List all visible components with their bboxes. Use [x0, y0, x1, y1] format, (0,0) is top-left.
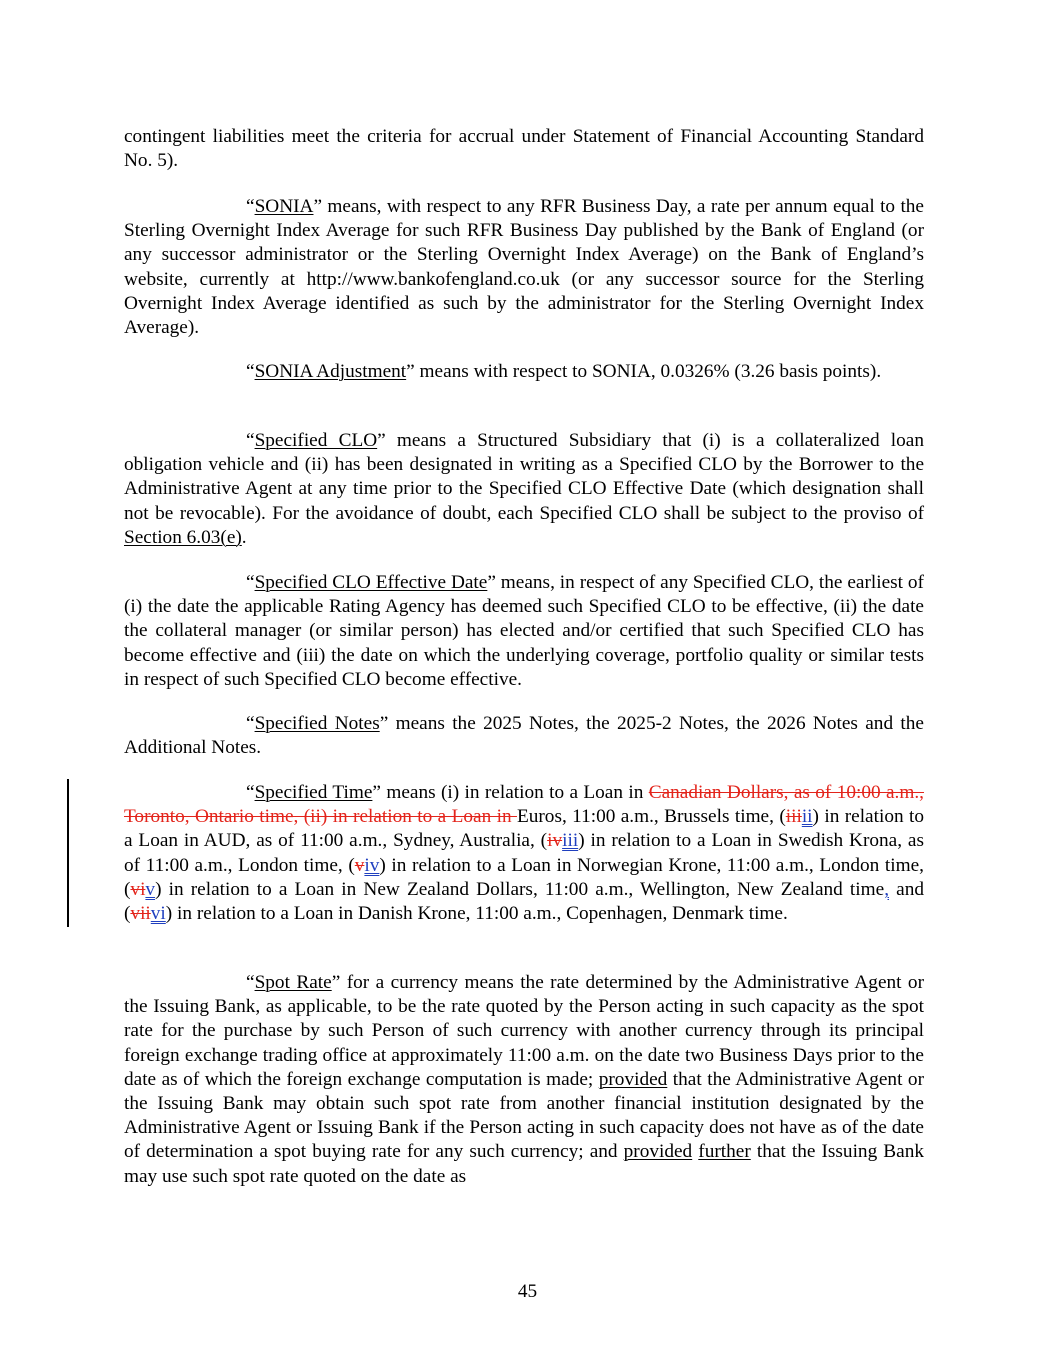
definition-specified-notes: “Specified Notes” means the 2025 Notes, the 2025-2 Notes, the 2026 Notes and the Additional Notes. [124, 713, 924, 759]
paragraph-text: contingent liabilities meet the criteria for accrual under Statement of Financial Accounting Standard No. 5). [124, 126, 924, 172]
defined-term: Specified Time [254, 782, 373, 803]
page-number: 45 [517, 1281, 538, 1302]
defined-term: SONIA [254, 196, 314, 217]
inserted-text: ii [801, 806, 813, 828]
definition-spot-rate: “Spot Rate” for a currency means the rate determined by the Administrative Agent or the Issuing Bank, as applicable, to be the rate quoted by the Person acting in such capacity as the spot rate for the purchase by such Person of such currency with another currency through its principal foreign exchange trading office at approximately 11:00 a.m. on the date two Business Days prior to the date as of which the foreign exchange computation is made; provided that the Administrative Agent or the Issuing Bank may obtain such spot rate from another financial institution designated by the Administrative Agent or Issuing Bank if the Person acting in such capacity does not have as of the date of determination a spot buying rate for any such currency; and provided further that the Issuing Bank may use such spot rate quoted on the date as [124, 972, 924, 1187]
deleted-text: vii [130, 903, 151, 925]
definition-text: means the 2025 Notes, the 2025-2 Notes, the 2026 Notes and the Additional Notes. [124, 713, 924, 759]
definition-specified-time: “Specified Time” means (i) in relation to a Loan in Canadian Dollars, as of 10:00 a.m., Toronto, Ontario time, (ii) in relation to a Loan in Euros, 11:00 a.m., Brussels time, (iiiii) in relation to a Loan in AUD, as of 11:00 a.m., Sydney, Australia, (iviii) in relation to a Loan in Swedish Krona, as of 11:00 a.m., London time, (viv) in relation to a Loan in Norwegian Krone, 11:00 a.m., London time, (viv) in relation to a Loan in New Zealand Dollars, 11:00 a.m., Wellington, New Zealand time, and (viivi) in relation to a Loan in Danish Krone, 11:00 a.m., Copenhagen, Denmark time. [124, 782, 925, 925]
definition-text: means, with respect to any RFR Business Day, a rate per annum equal to the Sterling Overnight Index Average for such RFR Business Day published by the Bank of England (or any successor administrator or the Sterling Overnight Index Average) on the Bank of England’s website, currently at http://www.bankofengland.co.uk (or any successor source for the Sterling Overnight Index Average identified as such by the administrator for the Sterling Overnight Index Average). [124, 196, 924, 339]
deleted-text: vi [130, 878, 146, 900]
section-reference: Section 6.03(e) [124, 526, 242, 548]
defined-term: Spot Rate [254, 972, 332, 993]
inserted-text: v [145, 878, 156, 900]
definition-text: means, in respect of any Specified CLO, the earliest of (i) the date the applicable Rating Agency has deemed such Specified CLO to be effective, (ii) the date the collateral manager (or similar person) has elected and/or certified that such Specified CLO has become effective and (iii) the date on which the underlying coverage, portfolio quality or similar tests in respect of such Specified CLO become effective. [124, 572, 924, 690]
deleted-text: iv [547, 830, 563, 852]
deleted-text: iii [785, 806, 802, 828]
inserted-text: iv [364, 854, 380, 876]
inserted-text: , [884, 878, 890, 900]
inserted-text: iii [562, 830, 579, 852]
defined-term: Specified CLO [254, 430, 378, 451]
defined-term: Specified Notes [254, 713, 380, 734]
definition-text: means with respect to SONIA, 0.0326% (3.26 basis points). [414, 361, 882, 382]
deleted-text: Canadian Dollars, as of 10:00 a.m., Toronto, Ontario time, (ii) in relation to a Loan in [124, 782, 924, 828]
definition-specified-clo-effective-date: “Specified CLO Effective Date” means, in respect of any Specified CLO, the earliest of (i) the date the applicable Rating Agency has deemed such Specified CLO to be effective, (ii) the date the collateral manager (or similar person) has elected and/or certified that such Specified CLO has become effective and (iii) the date on which the underlying coverage, portfolio quality or similar tests in respect of such Specified CLO become effective. [124, 572, 924, 690]
deleted-text: v [354, 854, 365, 876]
proviso-term: provided [598, 1068, 668, 1090]
definition-specified-clo: “Specified CLO” means a Structured Subsidiary that (i) is a collateralized loan obligation vehicle and (ii) has been designated in writing as a Specified CLO by the Borrower to the Administrative Agent at any time prior to the Specified CLO Effective Date (which designation shall not be revocable). For the avoidance of doubt, each Specified CLO shall be subject to the proviso of Section 6.03(e). [124, 430, 924, 548]
paragraph-contingent-liabilities [124, 125, 924, 173]
inserted-text: vi [150, 903, 166, 925]
definition-text: means a Structured Subsidiary that (i) is a collateralized loan obligation vehicle and (ii) has been designated in writing as a Specified CLO by the Borrower to the Administrative Agent at any time prior to the Specified CLO Effective Date (which designation shall not be revocable). For the avoidance of doubt, each Specified CLO shall be subject to the proviso of [124, 430, 924, 524]
proviso-term: provided [623, 1141, 693, 1163]
defined-term: Specified CLO Effective Date [254, 572, 488, 593]
proviso-term: further [698, 1141, 751, 1163]
definition-sonia: “SONIA” means, with respect to any RFR Business Day, a rate per annum equal to the Sterling Overnight Index Average for such RFR Business Day published by the Bank of England (or any successor administrator or the Sterling Overnight Index Average) on the Bank of England’s website, currently at http://www.bankofengland.co.uk (or any successor source for the Sterling Overnight Index Average identified as such by the administrator for the Sterling Overnight Index Average). [124, 196, 924, 339]
defined-term: SONIA Adjustment [254, 361, 407, 382]
revision-change-bar [67, 779, 69, 927]
definition-sonia-adjustment: “SONIA Adjustment” means with respect to SONIA, 0.0326% (3.26 basis points). [246, 361, 882, 382]
